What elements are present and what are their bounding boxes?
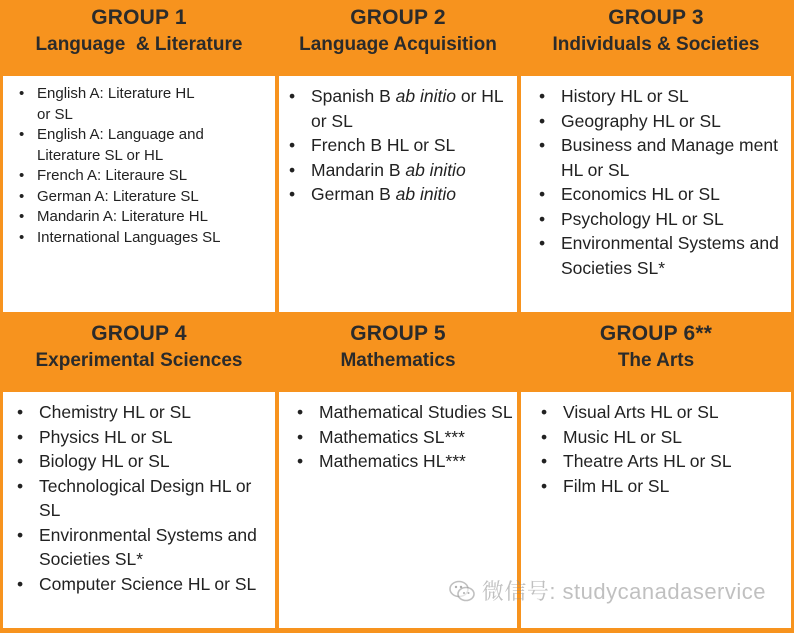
list-item: • Geography HL or SL: [539, 109, 785, 134]
list-item: • Mandarin B ab initio: [289, 158, 511, 183]
list-item: • English A: Literature HL or SL: [19, 84, 269, 125]
group-1-cell: [3, 0, 275, 312]
wechat-icon: [448, 579, 476, 603]
list-item: • Mathematical Studies SL: [297, 400, 513, 425]
list-item: • Mathematics HL***: [297, 449, 513, 474]
list-item: • Film HL or SL: [541, 474, 785, 499]
list-item: • Visual Arts HL or SL: [541, 400, 785, 425]
watermark: [448, 575, 766, 606]
list-item: • Environmental Systems and Societies SL*: [539, 231, 785, 280]
list-item: • International Languages SL: [19, 228, 269, 249]
group-title: GROUP 5: [350, 322, 446, 345]
course-list: [279, 76, 517, 207]
course-list: [3, 392, 275, 596]
group-title: GROUP 1: [91, 6, 187, 29]
group-title: GROUP 6**: [599, 322, 713, 345]
group-2-body: [279, 76, 517, 312]
group-subtitle: Language Acquisition: [299, 34, 497, 55]
list-item: • Environmental Systems and Societies SL*: [17, 523, 269, 572]
group-4-body: [3, 392, 275, 628]
course-list: [3, 76, 275, 248]
group-1-header: [3, 0, 275, 76]
group-2-cell: [279, 0, 517, 312]
list-item: • Music HL or SL: [541, 425, 785, 450]
course-list: [521, 76, 791, 280]
list-item: • German B ab initio: [289, 182, 511, 207]
list-item: • Mandarin A: Literature HL: [19, 207, 269, 228]
list-item: • Spanish B ab initio or HL or SL: [289, 84, 511, 133]
list-item: • Computer Science HL or SL: [17, 572, 269, 597]
watermark-text: 微信号: studycanadaservice: [481, 579, 766, 604]
list-item: • Mathematics SL***: [297, 425, 513, 450]
list-item: • Psychology HL or SL: [539, 207, 785, 232]
list-item: • Physics HL or SL: [17, 425, 269, 450]
group-subtitle: Individuals & Societies: [552, 34, 760, 55]
list-item: • French A: Literaure SL: [19, 166, 269, 187]
group-5-header: [279, 316, 517, 392]
group-4-header: [3, 316, 275, 392]
group-subtitle: The Arts: [617, 350, 695, 371]
list-item: • French B HL or SL: [289, 133, 511, 158]
list-item: • German A: Literature SL: [19, 187, 269, 208]
group-title: GROUP 4: [91, 322, 187, 345]
group-4-cell: [3, 316, 275, 628]
list-item: • History HL or SL: [539, 84, 785, 109]
group-3-body: [521, 76, 791, 312]
group-subtitle: Mathematics: [340, 350, 456, 371]
course-list: [279, 392, 517, 474]
group-2-header: [279, 0, 517, 76]
group-subtitle: Experimental Sciences: [35, 350, 243, 371]
list-item: • English A: Language and Literature SL or HL: [19, 125, 269, 166]
list-item: • Chemistry HL or SL: [17, 400, 269, 425]
list-item: • Technological Design HL or SL: [17, 474, 269, 523]
group-1-body: [3, 76, 275, 312]
group-title: GROUP 2: [350, 6, 446, 29]
list-item: • Business and Manage ment HL or SL: [539, 133, 785, 182]
group-subtitle: Language & Literature: [35, 34, 243, 55]
group-title: GROUP 3: [608, 6, 704, 29]
list-item: • Theatre Arts HL or SL: [541, 449, 785, 474]
list-item: • Economics HL or SL: [539, 182, 785, 207]
group-6-header: [521, 316, 791, 392]
group-3-header: [521, 0, 791, 76]
course-list: [521, 392, 791, 498]
group-3-cell: [521, 0, 791, 312]
list-item: • Biology HL or SL: [17, 449, 269, 474]
